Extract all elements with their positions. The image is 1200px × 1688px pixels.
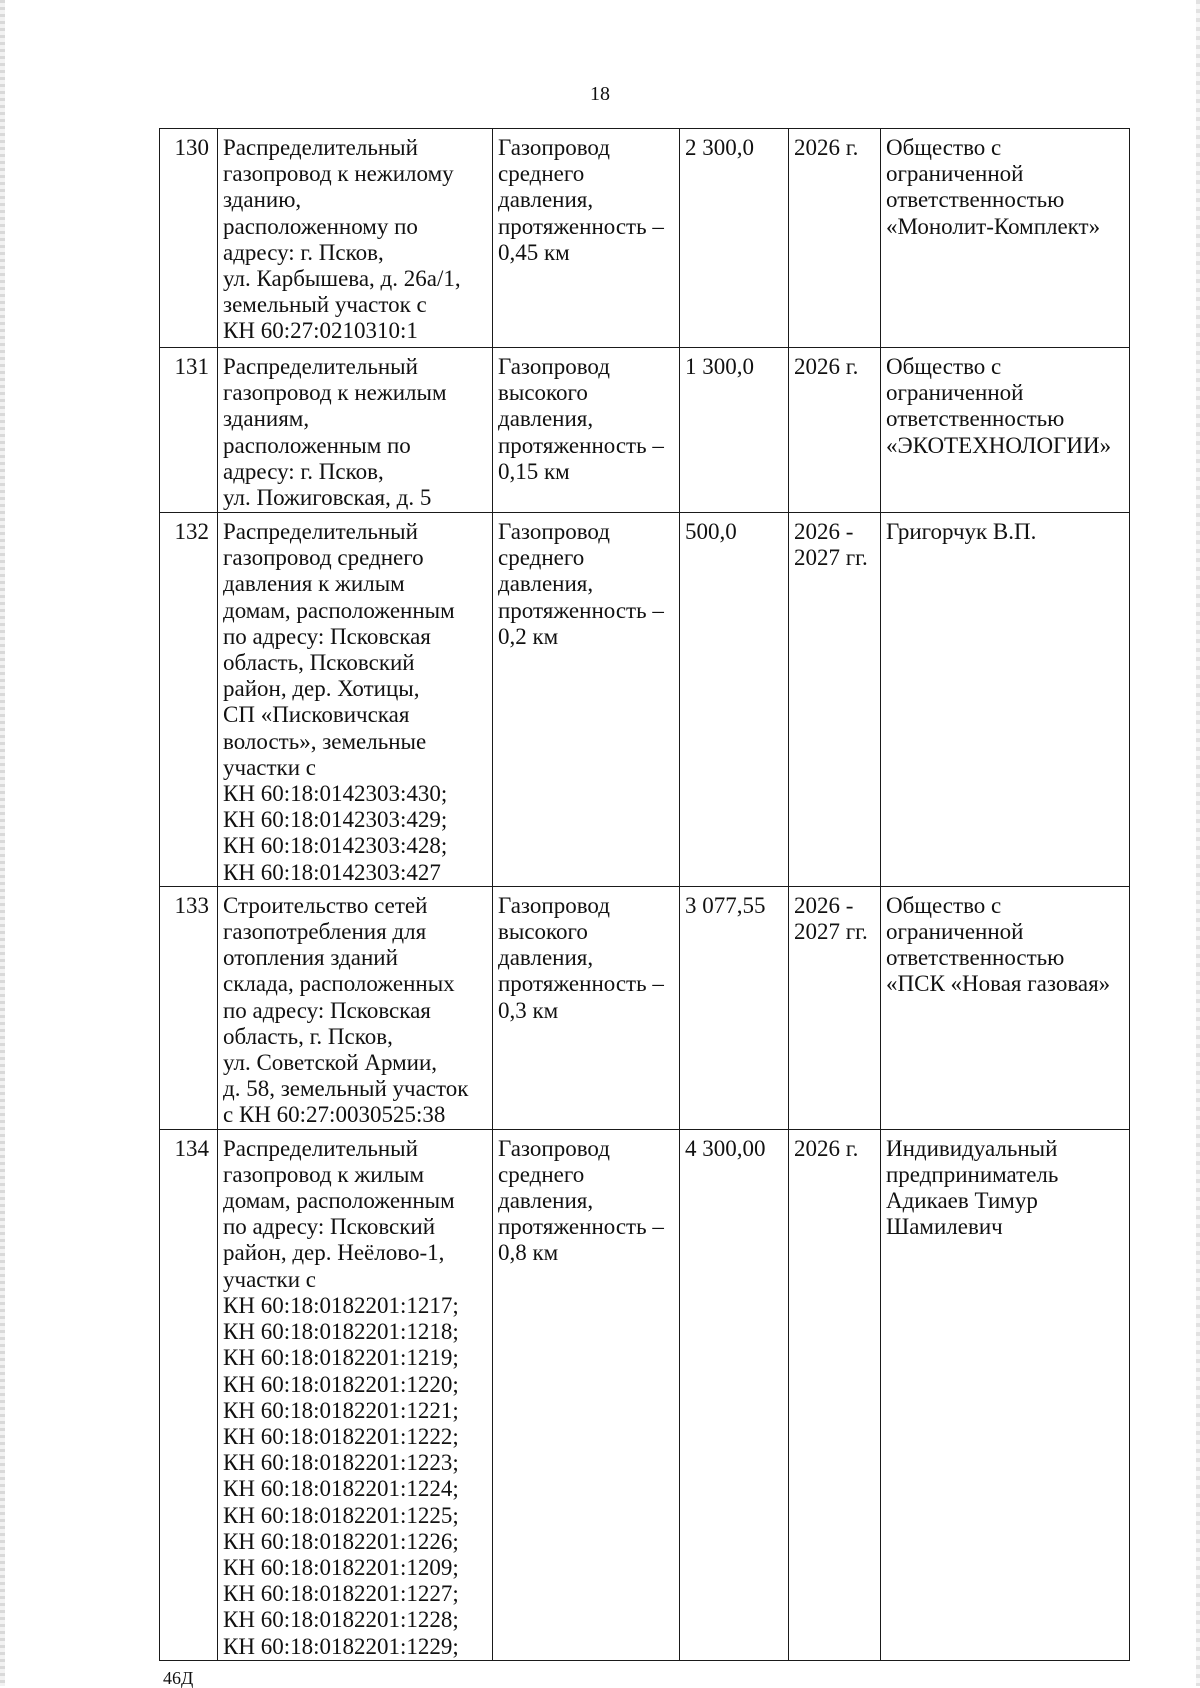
- table-row: [160, 1129, 1130, 1660]
- cell-line: расположенным по: [223, 432, 411, 458]
- characteristics-cell: [493, 129, 680, 348]
- executor-cell: [881, 1129, 1130, 1660]
- cell-line: с КН 60:27:0030525:38: [223, 1102, 446, 1128]
- cell-line: ответственностью: [886, 187, 1065, 213]
- object-cell: [218, 348, 493, 513]
- cell-line: Газопровод: [498, 1135, 610, 1161]
- row-number: 131: [174, 354, 209, 379]
- cell-line: КН 60:18:0182201:1224;: [223, 1476, 459, 1502]
- cell-line: отопления зданий: [223, 945, 398, 971]
- cell-line: давления,: [498, 187, 594, 213]
- table-row: [160, 886, 1130, 1129]
- cell-line: зданию,: [223, 187, 302, 213]
- page-number: 18: [590, 83, 610, 105]
- cell-line: «Монолит-Комплект»: [886, 213, 1101, 239]
- characteristics-cell: [493, 348, 680, 513]
- cell-line: высокого: [498, 380, 588, 406]
- scan-edge-right: [1196, 0, 1200, 1686]
- cell-line: 2026 г.: [794, 135, 859, 160]
- cell-line: 2027 гг.: [794, 545, 868, 571]
- term-cell: [789, 1129, 881, 1660]
- cell-line: КН 60:18:0182201:1221;: [223, 1397, 459, 1423]
- footer-code: 46Д: [163, 1668, 194, 1688]
- cell-line: КН 60:18:0182201:1219;: [223, 1345, 459, 1371]
- cell-line: Распределительный: [223, 1135, 418, 1161]
- cell-line: протяженность –: [498, 432, 664, 458]
- cell-line: давления,: [498, 571, 594, 597]
- cell-line: газопотребления для: [223, 919, 427, 945]
- cell-line: ответственностью: [886, 945, 1065, 971]
- cell-line: 2026 г.: [794, 1135, 859, 1161]
- row-number: 130: [174, 135, 209, 160]
- cell-line: 0,45 км: [498, 239, 570, 265]
- cell-line: среднего: [498, 545, 585, 571]
- scan-edge-left: [0, 0, 5, 1686]
- cell-line: Газопровод: [498, 135, 610, 160]
- table-row: [160, 348, 1130, 513]
- cell-line: ул. Пожиговская, д. 5: [223, 485, 432, 511]
- cell-line: Общество с: [886, 892, 1002, 918]
- cell-line: 2027 гг.: [794, 919, 868, 945]
- cell-line: КН 60:18:0182201:1209;: [223, 1554, 459, 1580]
- cell-line: КН 60:18:0182201:1220;: [223, 1371, 459, 1397]
- row-number-cell: [160, 129, 218, 348]
- table-row: [160, 513, 1130, 887]
- characteristics-cell: [493, 513, 680, 887]
- cell-line: КН 60:27:0210310:1: [223, 318, 418, 344]
- row-number-cell: [160, 513, 218, 887]
- cell-line: ограниченной: [886, 919, 1024, 945]
- cost-cell: [680, 1129, 789, 1660]
- cell-line: ограниченной: [886, 161, 1024, 187]
- cell-line: высокого: [498, 919, 588, 945]
- cell-line: домам, расположенным: [223, 597, 455, 623]
- table-row: [160, 129, 1130, 348]
- cell-line: среднего: [498, 161, 585, 187]
- cell-line: 2026 -: [794, 892, 854, 918]
- term-cell: [789, 348, 881, 513]
- term-cell: [789, 129, 881, 348]
- cell-line: 1 300,0: [685, 354, 754, 379]
- cell-line: протяженность –: [498, 213, 664, 239]
- cell-line: КН 60:18:0182201:1217;: [223, 1292, 459, 1318]
- cell-line: 2026 г.: [794, 354, 859, 379]
- cell-line: 0,2 км: [498, 623, 559, 649]
- cell-line: область, Псковский: [223, 650, 415, 676]
- cell-line: область, г. Псков,: [223, 1023, 393, 1049]
- cell-line: ул. Карбышева, д. 26а/1,: [223, 266, 461, 292]
- cell-line: 3 077,55: [685, 892, 766, 918]
- cell-line: 0,3 км: [498, 997, 559, 1023]
- cell-line: по адресу: Псковская: [223, 997, 431, 1023]
- cell-line: склада, расположенных: [223, 971, 455, 997]
- object-cell: [218, 513, 493, 887]
- cell-line: 4 300,00: [685, 1135, 766, 1161]
- cell-line: среднего: [498, 1161, 585, 1187]
- row-number: 133: [174, 892, 209, 918]
- cell-line: 500,0: [685, 519, 737, 544]
- cell-line: район, дер. Неёлово-1,: [223, 1240, 445, 1266]
- cell-line: 2026 -: [794, 519, 854, 544]
- row-number-cell: [160, 886, 218, 1129]
- cell-line: КН 60:18:0182201:1227;: [223, 1581, 459, 1607]
- cell-line: расположенному по: [223, 213, 418, 239]
- object-cell: [218, 886, 493, 1129]
- cell-line: газопровод к нежилому: [223, 161, 454, 187]
- executor-cell: [881, 886, 1130, 1129]
- cell-line: протяженность –: [498, 1214, 664, 1240]
- cell-line: д. 58, земельный участок: [223, 1076, 469, 1102]
- cell-line: давления,: [498, 945, 594, 971]
- cell-line: ограниченной: [886, 380, 1024, 406]
- cell-line: протяженность –: [498, 597, 664, 623]
- row-number-cell: [160, 1129, 218, 1660]
- cell-line: участки с: [223, 754, 316, 780]
- cell-line: 0,15 км: [498, 458, 570, 484]
- executor-cell: [881, 348, 1130, 513]
- cell-line: давления,: [498, 406, 594, 432]
- cost-cell: [680, 513, 789, 887]
- cell-line: КН 60:18:0182201:1228;: [223, 1607, 459, 1633]
- cell-line: 2 300,0: [685, 135, 754, 160]
- cell-line: Григорчук В.П.: [886, 519, 1037, 544]
- cell-line: ответственностью: [886, 406, 1065, 432]
- cell-line: по адресу: Псковская: [223, 623, 431, 649]
- term-cell: [789, 886, 881, 1129]
- row-number-cell: [160, 348, 218, 513]
- cell-line: Общество с: [886, 135, 1002, 160]
- characteristics-cell: [493, 886, 680, 1129]
- cell-line: газопровод к жилым: [223, 1161, 425, 1187]
- cell-line: адресу: г. Псков,: [223, 239, 384, 265]
- cell-line: Распределительный: [223, 135, 418, 160]
- table-body: [160, 129, 1130, 1661]
- cell-line: Распределительный: [223, 519, 418, 544]
- cell-line: КН 60:18:0182201:1222;: [223, 1423, 459, 1449]
- characteristics-cell: [493, 1129, 680, 1660]
- cell-line: протяженность –: [498, 971, 664, 997]
- cell-line: КН 60:18:0182201:1229;: [223, 1633, 459, 1659]
- cell-line: зданиям,: [223, 406, 310, 432]
- cell-line: давления к жилым: [223, 571, 405, 597]
- cell-line: КН 60:18:0142303:427: [223, 859, 441, 885]
- object-cell: [218, 1129, 493, 1660]
- cell-line: Индивидуальный: [886, 1135, 1058, 1161]
- cell-line: Общество с: [886, 354, 1002, 379]
- cell-line: «ЭКОТЕХНОЛОГИИ»: [886, 432, 1112, 458]
- cell-line: газопровод к нежилым: [223, 380, 447, 406]
- cell-line: КН 60:18:0142303:429;: [223, 807, 448, 833]
- cell-line: ул. Советской Армии,: [223, 1050, 438, 1076]
- cell-line: КН 60:18:0142303:430;: [223, 781, 448, 807]
- cell-line: Распределительный: [223, 354, 418, 379]
- cell-line: 0,8 км: [498, 1240, 559, 1266]
- cell-line: давления,: [498, 1188, 594, 1214]
- cell-line: Газопровод: [498, 354, 610, 379]
- cell-line: КН 60:18:0182201:1226;: [223, 1528, 459, 1554]
- row-number: 134: [174, 1135, 209, 1161]
- gas-pipeline-table: [159, 128, 1130, 1661]
- cell-line: адресу: г. Псков,: [223, 458, 384, 484]
- cell-line: по адресу: Псковский: [223, 1214, 436, 1240]
- cell-line: предприниматель: [886, 1161, 1059, 1187]
- executor-cell: [881, 513, 1130, 887]
- cell-line: Газопровод: [498, 892, 610, 918]
- cell-line: земельный участок с: [223, 292, 427, 318]
- cell-line: КН 60:18:0182201:1223;: [223, 1450, 459, 1476]
- cell-line: КН 60:18:0142303:428;: [223, 833, 448, 859]
- cell-line: домам, расположенным: [223, 1188, 455, 1214]
- cell-line: участки с: [223, 1266, 316, 1292]
- cell-line: волость», земельные: [223, 728, 427, 754]
- cell-line: Адикаев Тимур: [886, 1188, 1038, 1214]
- cell-line: СП «Писковичская: [223, 702, 410, 728]
- cell-line: район, дер. Хотицы,: [223, 676, 420, 702]
- object-cell: [218, 129, 493, 348]
- row-number: 132: [174, 519, 209, 544]
- cost-cell: [680, 348, 789, 513]
- cell-line: КН 60:18:0182201:1225;: [223, 1502, 459, 1528]
- cell-line: Строительство сетей: [223, 892, 428, 918]
- cost-cell: [680, 129, 789, 348]
- cell-line: газопровод среднего: [223, 545, 424, 571]
- cell-line: Шамилевич: [886, 1214, 1003, 1240]
- executor-cell: [881, 129, 1130, 348]
- cell-line: «ПСК «Новая газовая»: [886, 971, 1111, 997]
- term-cell: [789, 513, 881, 887]
- cell-line: КН 60:18:0182201:1218;: [223, 1319, 459, 1345]
- cost-cell: [680, 886, 789, 1129]
- cell-line: Газопровод: [498, 519, 610, 544]
